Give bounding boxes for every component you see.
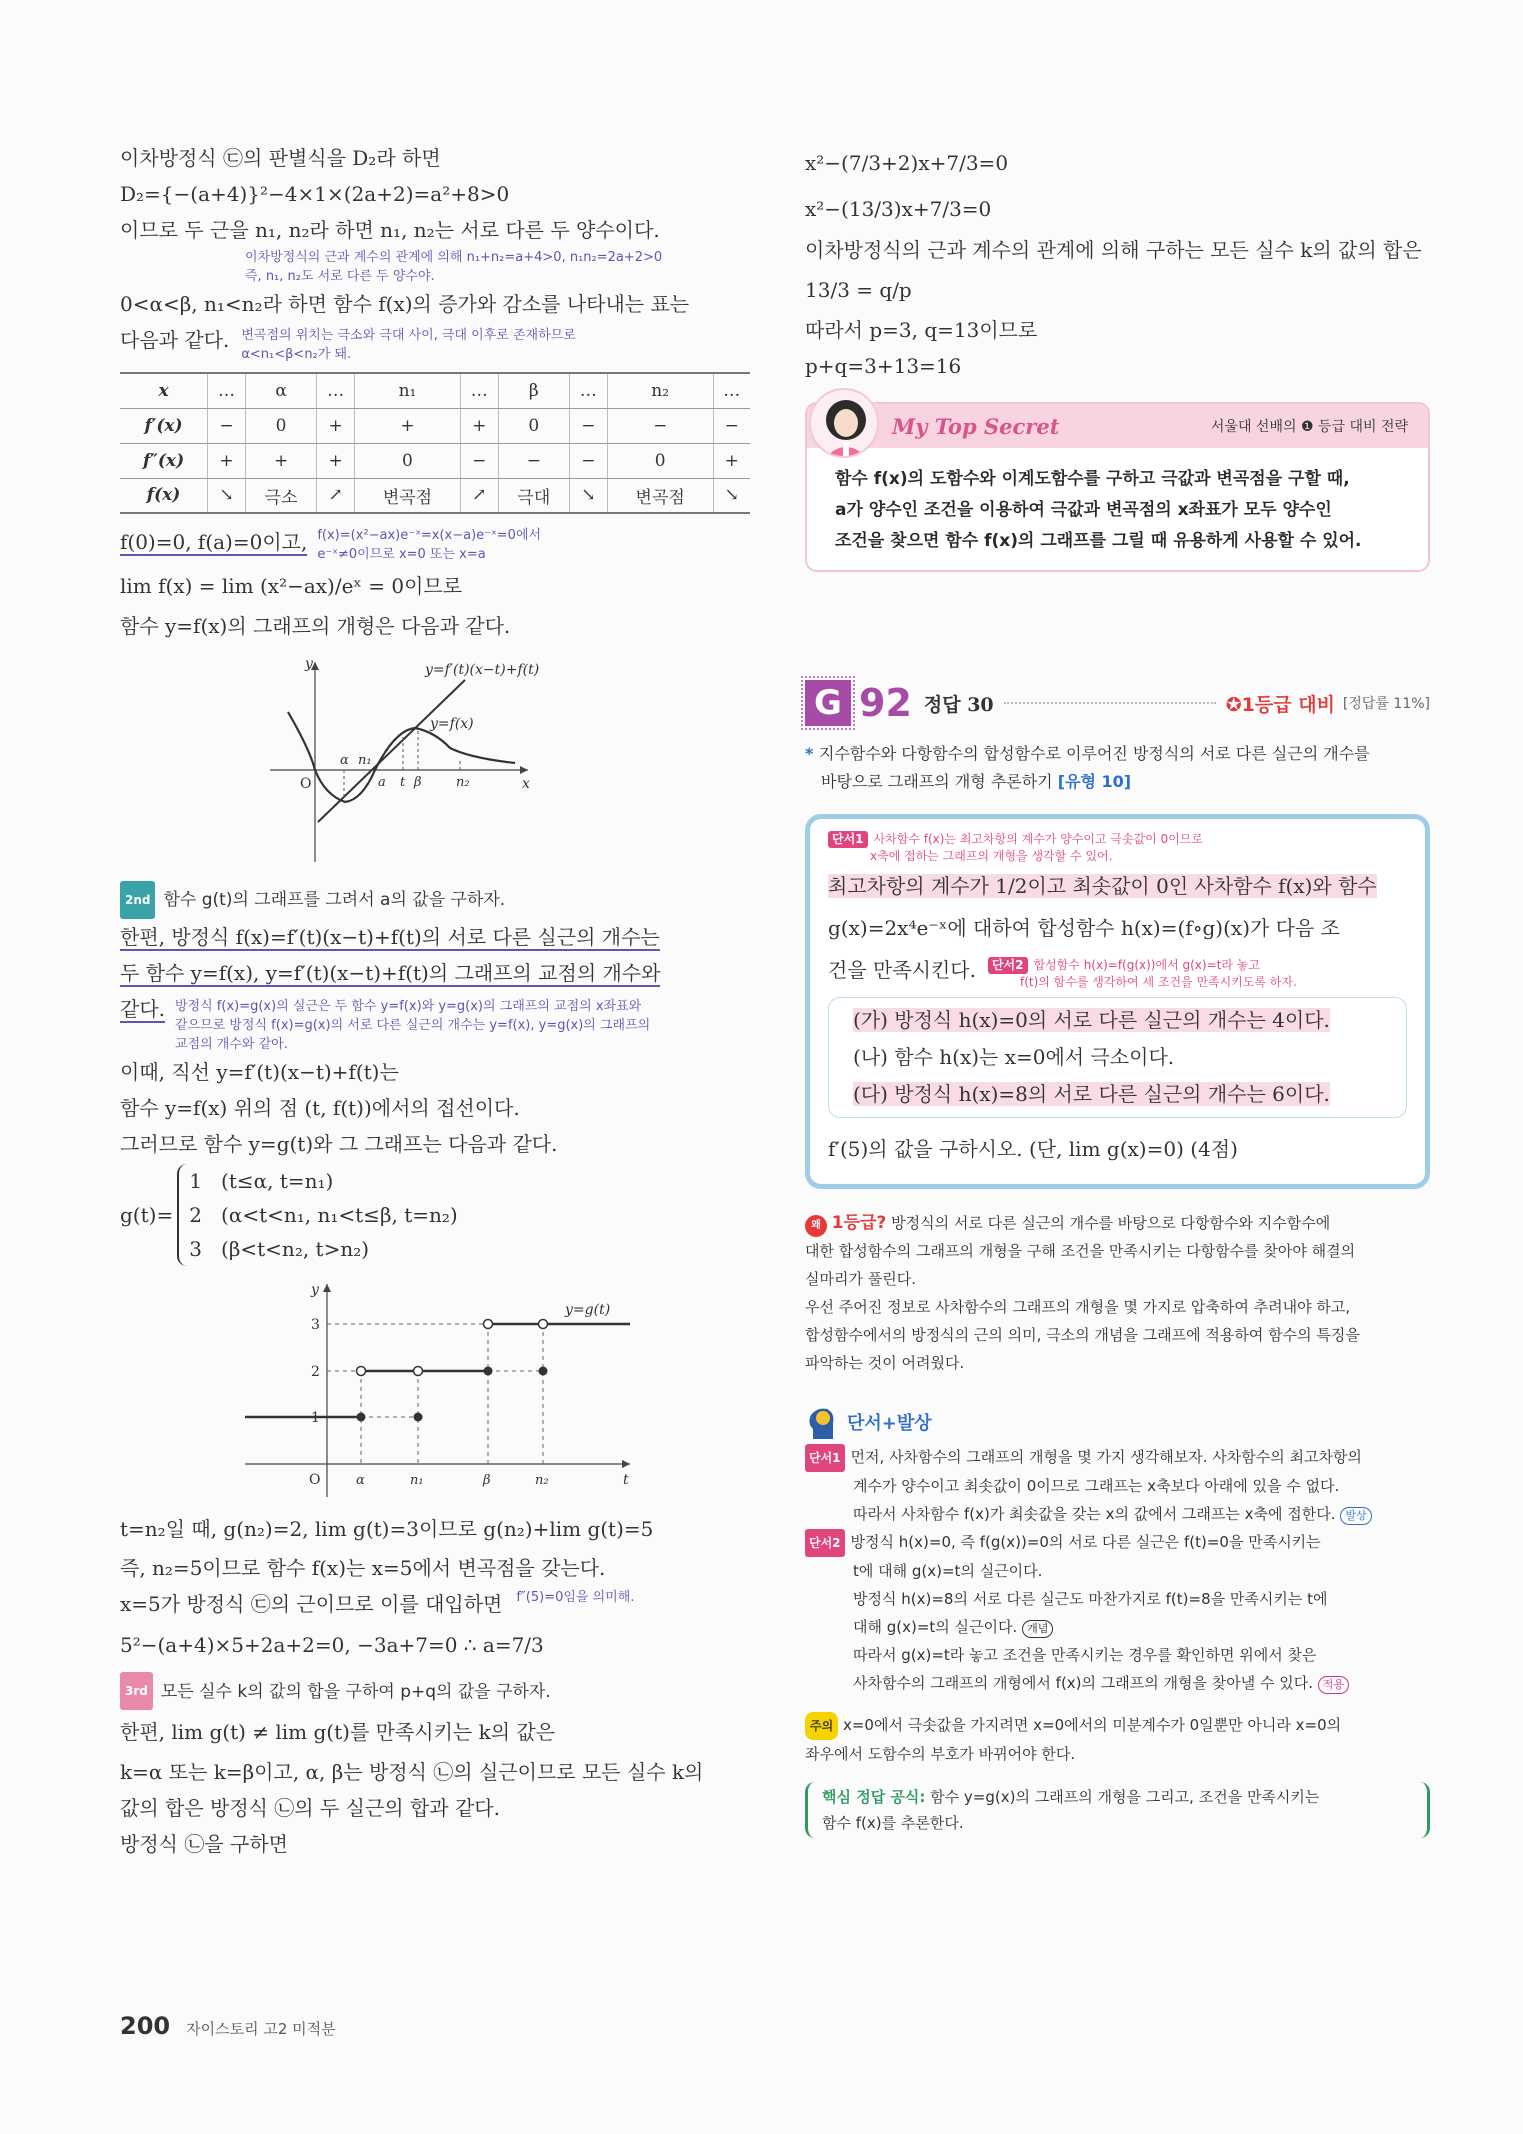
table-cell: 0 xyxy=(355,443,461,478)
svg-text:O: O xyxy=(309,1471,321,1488)
text-line: 방정식 ㉡을 구하면 xyxy=(120,1832,288,1856)
equation-line: 5²−(a+4)×5+2a+2=0, −3a+7=0 ∴ a=7/3 xyxy=(120,1632,544,1657)
text-line: 즉, n₂=5이므로 함수 f(x)는 x=5에서 변곡점을 갖는다. xyxy=(120,1555,606,1580)
annotation-note: 방정식 f(x)=g(x)의 실근은 두 함수 y=f(x)와 y=g(x)의 그래프의 교점의 x좌표와 같으므로 방정식 f(x)=g(x)의 서로 다른 실근의 개수는 y=f(x), y=g(x)의 그래프의 교점의 개수와 같아. xyxy=(175,998,651,1052)
table-cell: − xyxy=(208,408,246,443)
text-line: 이차방정식의 근과 계수의 관계에 의해 구하는 모든 실수 k의 값의 합은 xyxy=(805,238,1422,262)
svg-text:y=g(t): y=g(t) xyxy=(565,1301,611,1318)
table-cell: 0 xyxy=(607,443,713,478)
dotted-leader xyxy=(1004,702,1216,704)
table-cell: β xyxy=(498,373,569,408)
text-line: 이므로 두 근을 n₁, n₂라 하면 n₁, n₂는 서로 다른 두 양수이다. xyxy=(120,218,660,242)
table-cell: − xyxy=(498,443,569,478)
equation-line: 13/3 = q/p xyxy=(805,278,912,302)
table-cell: ↘ xyxy=(569,478,607,513)
equation-line: x²−(7/3+2)x+7/3=0 xyxy=(805,151,1009,175)
svg-text:O: O xyxy=(300,776,312,792)
svg-text:y=f′(t)(x−t)+f(t): y=f′(t)(x−t)+f(t) xyxy=(425,662,540,678)
table-cell: f″(x) xyxy=(120,443,208,478)
table-cell: 0 xyxy=(498,408,569,443)
text-line: 함수 y=f(x)의 그래프의 개형은 다음과 같다. xyxy=(120,614,511,638)
step2-heading: 2nd 함수 g(t)의 그래프를 그려서 a의 값을 구하자. xyxy=(120,880,750,919)
table-cell: 변곡점 xyxy=(607,478,713,513)
text-line: 그러므로 함수 y=g(t)와 그 그래프는 다음과 같다. xyxy=(120,1131,558,1156)
page-footer xyxy=(120,2012,336,2040)
my-top-secret-box xyxy=(805,402,1430,572)
increase-decrease-table xyxy=(120,372,750,514)
book-title: 자이스토리 고2 미적분 xyxy=(186,2020,336,2038)
svg-text:n₁: n₁ xyxy=(410,1472,424,1488)
secret-header: My Top Secret 서울대 선배의 ❶ 등급 대비 전략 xyxy=(807,404,1428,448)
text-line: 값의 합은 방정식 ㉡의 두 실근의 합과 같다. xyxy=(120,1796,500,1820)
caution-note: 주의 x=0에서 극솟값을 가지려면 x=0에서의 미분계수가 0일뿐만 아니라 x=0의 좌우에서 도함수의 부호가 바뀌어야 한다. xyxy=(805,1711,1430,1768)
text-with-note: 다음과 같다. 변곡점의 위치는 극소와 극대 사이, 극대 이후로 존재하므로 α<n₁<β<n₂가 돼. xyxy=(120,328,576,362)
grade-label: ✪1등급 대비 xyxy=(1225,693,1335,716)
table-cell: ↗ xyxy=(460,478,498,513)
accuracy-rate: [정답률 11%] xyxy=(1342,696,1430,712)
text-line: 함수 y=f(x) 위의 점 (t, f(t))에서의 접선이다. xyxy=(120,1095,520,1120)
table-cell: … xyxy=(569,373,607,408)
annotation-note: 이차방정식의 근과 계수의 관계에 의해 n₁+n₂=a+4>0, n₁n₂=2a+2>0 즉, n₁, n₂도 서로 다른 두 양수야. xyxy=(245,250,663,284)
step-badge: 2nd xyxy=(120,881,155,919)
step-badge: 3rd xyxy=(120,1672,153,1710)
table-cell: 극소 xyxy=(245,478,316,513)
text-line: 따라서 p=3, q=13이므로 xyxy=(805,318,1038,342)
key-formula: 핵심 정답 공식: 함수 y=g(x)의 그래프의 개형을 그리고, 조건을 만족시키는 함수 f(x)를 추론한다. xyxy=(805,1782,1430,1838)
table-cell: − xyxy=(607,408,713,443)
svg-text:n₂: n₂ xyxy=(456,775,470,790)
hint-1: 단서1 사차함수 f(x)는 최고차항의 계수가 양수이고 극솟값이 0이므로 x축에 접하는 그래프의 개형을 생각할 수 있어. xyxy=(828,831,1407,865)
equation-line: x²−(13/3)x+7/3=0 xyxy=(805,197,992,221)
problem-topic: * 지수함수와 다항함수의 합성함수로 이루어진 방정식의 서로 다른 실근의 개수를 바탕으로 그래프의 개형 추론하기 [유형 10] xyxy=(805,744,1370,791)
table-row xyxy=(120,408,750,443)
text-with-hint: 건을 만족시킨다. 단서2 합성함수 h(x)=f(g(x))에서 g(x)=t라 놓고 f(t)의 함수를 생각하여 세 조건을 만족시키도록 하자. xyxy=(828,958,1297,989)
left-column: 이차방정식 ㉢의 판별식을 D₂라 하면 D₂={−(a+4)}²−4×1×(2a+2)=a²+8>0 이므로 두 근을 n₁, n₂라 하면 n₁, n₂는 서로 다른 두 양수이다. 이차방정식의 근과 계수의 관계에 의해 n₁+n₂=a+4>0, n₁n₂=2a+2>0 즉, n₁, n₂도 서로 다른 두 양수야. 0<α<β, n₁<n₂라 하면 함수 f(x)의 증가와 감소를 나타내는 표는 다음과 같다. 변곡점의 위치는 극소와 극대 사이, 극대 이후로 존재하므로 α<n₁<β<n₂가 돼. x … α … n₁ … β … n₂ … f′(x) − 0 + + + 0 − − − f″(x) + + + 0 − − − 0 + f(x) ↘ 극소 ↗ 변곡점 ↗ 극대 ↘ 변곡점 ↘ f(0)=0, f(a)=0이고, f(x)=(x²−ax)e⁻ˣ=x(x−a)e⁻ˣ=0에서 e⁻ˣ≠0이므로 x=0 또는 x=a lim f(x) = lim (x²−ax)/eˣ = 0이므로 함수 y=f(x)의 그래프의 개형은 다음과 같다. y x O y=f′(t)(x−t)+f(t) y=f(x) α n₁ a t β n₂ 2nd 함수 g(t)의 그래프를 그려서 a의 값을 구하자. 한편, 방정식 f(x)=f′(t)(x−t)+f(t)의 서로 다른 실근의 개수는 두 함수 y=f(x), y=f′(t)(x−t)+f(t)의 그래프의 교점의 개수와 같다. 방정식 f(x)=g(x)의 실근은 두 함수 y=f(x)와 y=g(x)의 그래프의 교점의 x좌표와 같으므로 방정식 f(x)=g(x)의 서로 다른 실근의 개수는 y=f(x), y=g(x)의 그래프의 교점의 개수와 같아. 이때, 직선 y=f′(t)(x−t)+f(t)는 함수 y=f(x) 위의 점 (t, f(t))에서의 접선이다. 그러므로 함수 y=g(t)와 그 그래프는 다음과 같다. g(t)= 1 (t≤α, t=n₁) 2 (α<t<n₁, n₁<t≤β, t=n₂) 3 (β<t<n₂, t>n₂) y t O 1 2 3 α n₁ β n₂ y=g(t) t=n₂일 때, g(n₂)=2, lim g(t)=3이므로 g(n₂)+lim g(t)=5 즉, n₂=5이므로 함수 f(x)는 x=5에서 변곡점을 갖는다. x=5가 방정식 ㉢의 근이므로 이를 대입하면 f″(5)=0임을 의미해. 5²−(a+4)×5+2a+2=0, −3a+7=0 ∴ a=7/3 3rd 모든 실수 k의 값의 합을 구하여 p+q의 값을 구하자. 한편, lim g(t) ≠ lim g(t)를 만족시키는 k의 값은 k=α 또는 k=β이고, α, β는 방정식 ㉡의 실근이므로 모든 실수 k의 값의 합은 방정식 ㉡의 두 실근의 합과 같다. 방정식 ㉡을 구하면 xyxy=(120,140,750,1862)
table-cell: ↘ xyxy=(208,478,246,513)
piecewise-definition: g(t)= 1 (t≤α, t=n₁) 2 (α<t<n₁, n₁<t≤β, t=n₂) 3 (β<t<n₂, t>n₂) xyxy=(120,1164,750,1266)
svg-text:n₁: n₁ xyxy=(358,753,372,768)
table-cell: − xyxy=(569,443,607,478)
problem-number: 92 xyxy=(859,681,912,725)
table-cell: + xyxy=(245,443,316,478)
table-cell: n₁ xyxy=(355,373,461,408)
graph-g-step-function xyxy=(225,1272,645,1502)
svg-text:x: x xyxy=(522,776,530,792)
svg-text:y: y xyxy=(311,1281,319,1298)
table-cell: + xyxy=(460,408,498,443)
table-cell: + xyxy=(355,408,461,443)
svg-text:n₂: n₂ xyxy=(535,1472,549,1488)
problem-letter: G xyxy=(805,680,851,726)
table-cell: + xyxy=(208,443,246,478)
table-cell: − xyxy=(460,443,498,478)
table-cell: + xyxy=(317,408,355,443)
limit-line: t=n₂일 때, g(n₂)=2, lim g(t)=3이므로 g(n₂)+lim g(t)=5 xyxy=(120,1516,654,1541)
text-line: k=α 또는 k=β이고, α, β는 방정식 ㉡의 실근이므로 모든 실수 k의 xyxy=(120,1760,704,1784)
svg-text:β: β xyxy=(483,1472,491,1488)
table-cell: x xyxy=(120,373,208,408)
table-cell: α xyxy=(245,373,316,408)
text-with-note: x=5가 방정식 ㉢의 근이므로 이를 대입하면 f″(5)=0임을 의미해. xyxy=(120,1589,635,1616)
idea-heading: 단서+발상 xyxy=(805,1405,1430,1439)
answer-label: 정답 30 xyxy=(923,693,994,716)
hint-2: 단서2 합성함수 h(x)=f(g(x))에서 g(x)=t라 놓고 f(t)의 함수를 생각하여 세 조건을 만족시키도록 하자. xyxy=(988,957,1297,991)
text-line: 이차방정식 ㉢의 판별식을 D₂라 하면 xyxy=(120,146,441,170)
table-cell: … xyxy=(208,373,246,408)
tag-apply: 적용 xyxy=(1318,1676,1349,1694)
text-line: 이때, 직선 y=f′(t)(x−t)+f(t)는 xyxy=(120,1059,399,1084)
annotation-note: f(x)=(x²−ax)e⁻ˣ=x(x−a)e⁻ˣ=0에서 e⁻ˣ≠0이므로 x=0 또는 x=a xyxy=(317,528,542,562)
table-cell: … xyxy=(713,373,750,408)
problem-header xyxy=(805,680,1430,726)
table-cell: 변곡점 xyxy=(355,478,461,513)
secret-body: 함수 f(x)의 도함수와 이계도함수를 구하고 극값과 변곡점을 구할 때, a가 양수인 조건을 이용하여 극값과 변곡점의 x좌표가 모두 양수인 조건을 찾으면 함수 f(x)의 그래프를 그릴 때 유용하게 사용할 수 있어. xyxy=(835,469,1362,551)
table-cell: ↘ xyxy=(713,478,750,513)
step3-heading: 3rd 모든 실수 k의 값의 합을 구하여 p+q의 값을 구하자. xyxy=(120,1672,750,1711)
table-cell: … xyxy=(460,373,498,408)
svg-text:y=f(x): y=f(x) xyxy=(430,716,474,732)
discriminant-equation: D₂={−(a+4)}²−4×1×(2a+2)=a²+8>0 xyxy=(120,182,510,206)
table-cell: − xyxy=(569,408,607,443)
avatar xyxy=(809,388,879,458)
table-cell: − xyxy=(713,408,750,443)
svg-text:α: α xyxy=(340,753,349,768)
svg-text:y: y xyxy=(305,656,313,672)
table-row xyxy=(120,443,750,478)
svg-text:t: t xyxy=(623,1471,629,1488)
text-with-note: f(0)=0, f(a)=0이고, f(x)=(x²−ax)e⁻ˣ=x(x−a)e⁻ˣ=0에서 e⁻ˣ≠0이므로 x=0 또는 x=a xyxy=(120,528,542,562)
right-column xyxy=(805,140,1430,1838)
text-line: 0<α<β, n₁<n₂라 하면 함수 f(x)의 증가와 감소를 나타내는 표는 xyxy=(120,292,690,316)
svg-text:α: α xyxy=(356,1472,365,1488)
lightbulb-head-icon xyxy=(805,1405,839,1439)
table-row xyxy=(120,478,750,513)
table-cell: + xyxy=(317,443,355,478)
svg-text:1: 1 xyxy=(311,1409,320,1426)
graph-f-with-tangent xyxy=(270,650,600,870)
idea-body: 단서1 먼저, 사차함수의 그래프의 개형을 몇 가지 생각해보자. 사차함수의 최고차항의 계수가 양수이고 최솟값이 0이므로 그래프는 x축보다 아래에 있을 수 없다. 따라서 사차함수 f(x)가 최솟값을 갖는 x의 값에서 그래프는 x축에 접한다. 발상 단서2 방정식 h(x)=0, 즉 f(g(x))=0의 서로 다른 실근은 f(t)=0을 만족시키는 t에 대해 g(x)=t의 실근이다. 방정식 h(x)=8의 서로 다른 실근도 마찬가지로 f(t)=8을 만족시키는 t에 대해 g(x)=t의 실근이다. 개념 따라서 g(x)=t라 놓고 조건을 만족시키는 경우를 확인하면 위에서 찾은 사차함수의 그래프의 개형에서 f(x)의 그래프의 개형을 찾아낼 수 있다. 적용 xyxy=(805,1443,1430,1697)
table-cell: 0 xyxy=(245,408,316,443)
annotation-note: 변곡점의 위치는 극소와 극대 사이, 극대 이후로 존재하므로 α<n₁<β<n₂가 돼. xyxy=(241,328,576,362)
problem-question: f′(5)의 값을 구하시오. (단, lim g(x)=0) (4점) xyxy=(828,1137,1238,1161)
table-cell: ↗ xyxy=(317,478,355,513)
tag-insight: 발상 xyxy=(1340,1507,1371,1525)
text-with-note: 같다. 방정식 f(x)=g(x)의 실근은 두 함수 y=f(x)와 y=g(x)의 그래프의 교점의 x좌표와 같으므로 방정식 f(x)=g(x)의 서로 다른 실근의 개수는 y=f(x), y=g(x)의 그래프의 교점의 개수와 같아. xyxy=(120,996,651,1052)
table-cell: n₂ xyxy=(607,373,713,408)
problem-box: 단서1 사차함수 f(x)는 최고차항의 계수가 양수이고 극솟값이 0이므로 x축에 접하는 그래프의 개형을 생각할 수 있어. 최고차항의 계수가 1/2이고 최솟값이 0인 사차함수 f(x)와 함수 g(x)=2x⁴e⁻ˣ에 대하여 합성함수 h(x)=(f∘g)(x)가 다음 조 건을 만족시킨다. 단서2 합성함수 h(x)=f(g(x))에서 g(x)=t라 놓고 f(t)의 함수를 생각하여 세 조건을 만족시키도록 하자. (가) 방정식 h(x)=0의 서로 다른 실근의 개수는 4이다. (나) 함수 h(x)는 x=0에서 극소이다. (다) 방정식 h(x)=8의 서로 다른 실근의 개수는 6이다. f′(5)의 값을 구하시오. (단, lim g(x)=0) (4점) xyxy=(805,814,1430,1189)
svg-text:β: β xyxy=(414,775,422,790)
svg-text:a: a xyxy=(378,775,386,790)
table-cell: f′(x) xyxy=(120,408,208,443)
why-first-grade: 왜 1등급? 방정식의 서로 다른 실근의 개수를 바탕으로 다항함수와 지수함수에 대한 합성함수의 그래프의 개형을 구해 조건을 만족시키는 다항함수를 찾아야 해결의 실마리가 풀린다. 우선 주어진 정보로 사차함수의 그래프의 개형을 몇 가지로 압축하여 추려내야 하고, 합성함수에서의 방정식의 근의 의미, 극소의 개념을 그래프에 적용하여 함수의 특징을 파악하는 것이 어려웠다. xyxy=(805,1213,1360,1372)
result-line: p+q=3+13=16 xyxy=(805,354,962,378)
svg-text:2: 2 xyxy=(311,1363,320,1380)
svg-text:t: t xyxy=(400,775,406,790)
conditions-box: (가) 방정식 h(x)=0의 서로 다른 실근의 개수는 4이다. (나) 함수 h(x)는 x=0에서 극소이다. (다) 방정식 h(x)=8의 서로 다른 실근의 개수는 6이다. xyxy=(828,997,1407,1118)
table-cell: + xyxy=(713,443,750,478)
table-row xyxy=(120,373,750,408)
limit-line: 한편, lim g(t) ≠ lim g(t)를 만족시키는 k의 값은 xyxy=(120,1720,556,1744)
table-cell: 극대 xyxy=(498,478,569,513)
limit-line: lim f(x) = lim (x²−ax)/eˣ = 0이므로 xyxy=(120,574,463,598)
page-number: 200 xyxy=(120,2012,171,2040)
svg-text:3: 3 xyxy=(311,1316,320,1333)
tag-concept: 개념 xyxy=(1022,1620,1053,1638)
table-cell: f(x) xyxy=(120,478,208,513)
table-cell: … xyxy=(317,373,355,408)
